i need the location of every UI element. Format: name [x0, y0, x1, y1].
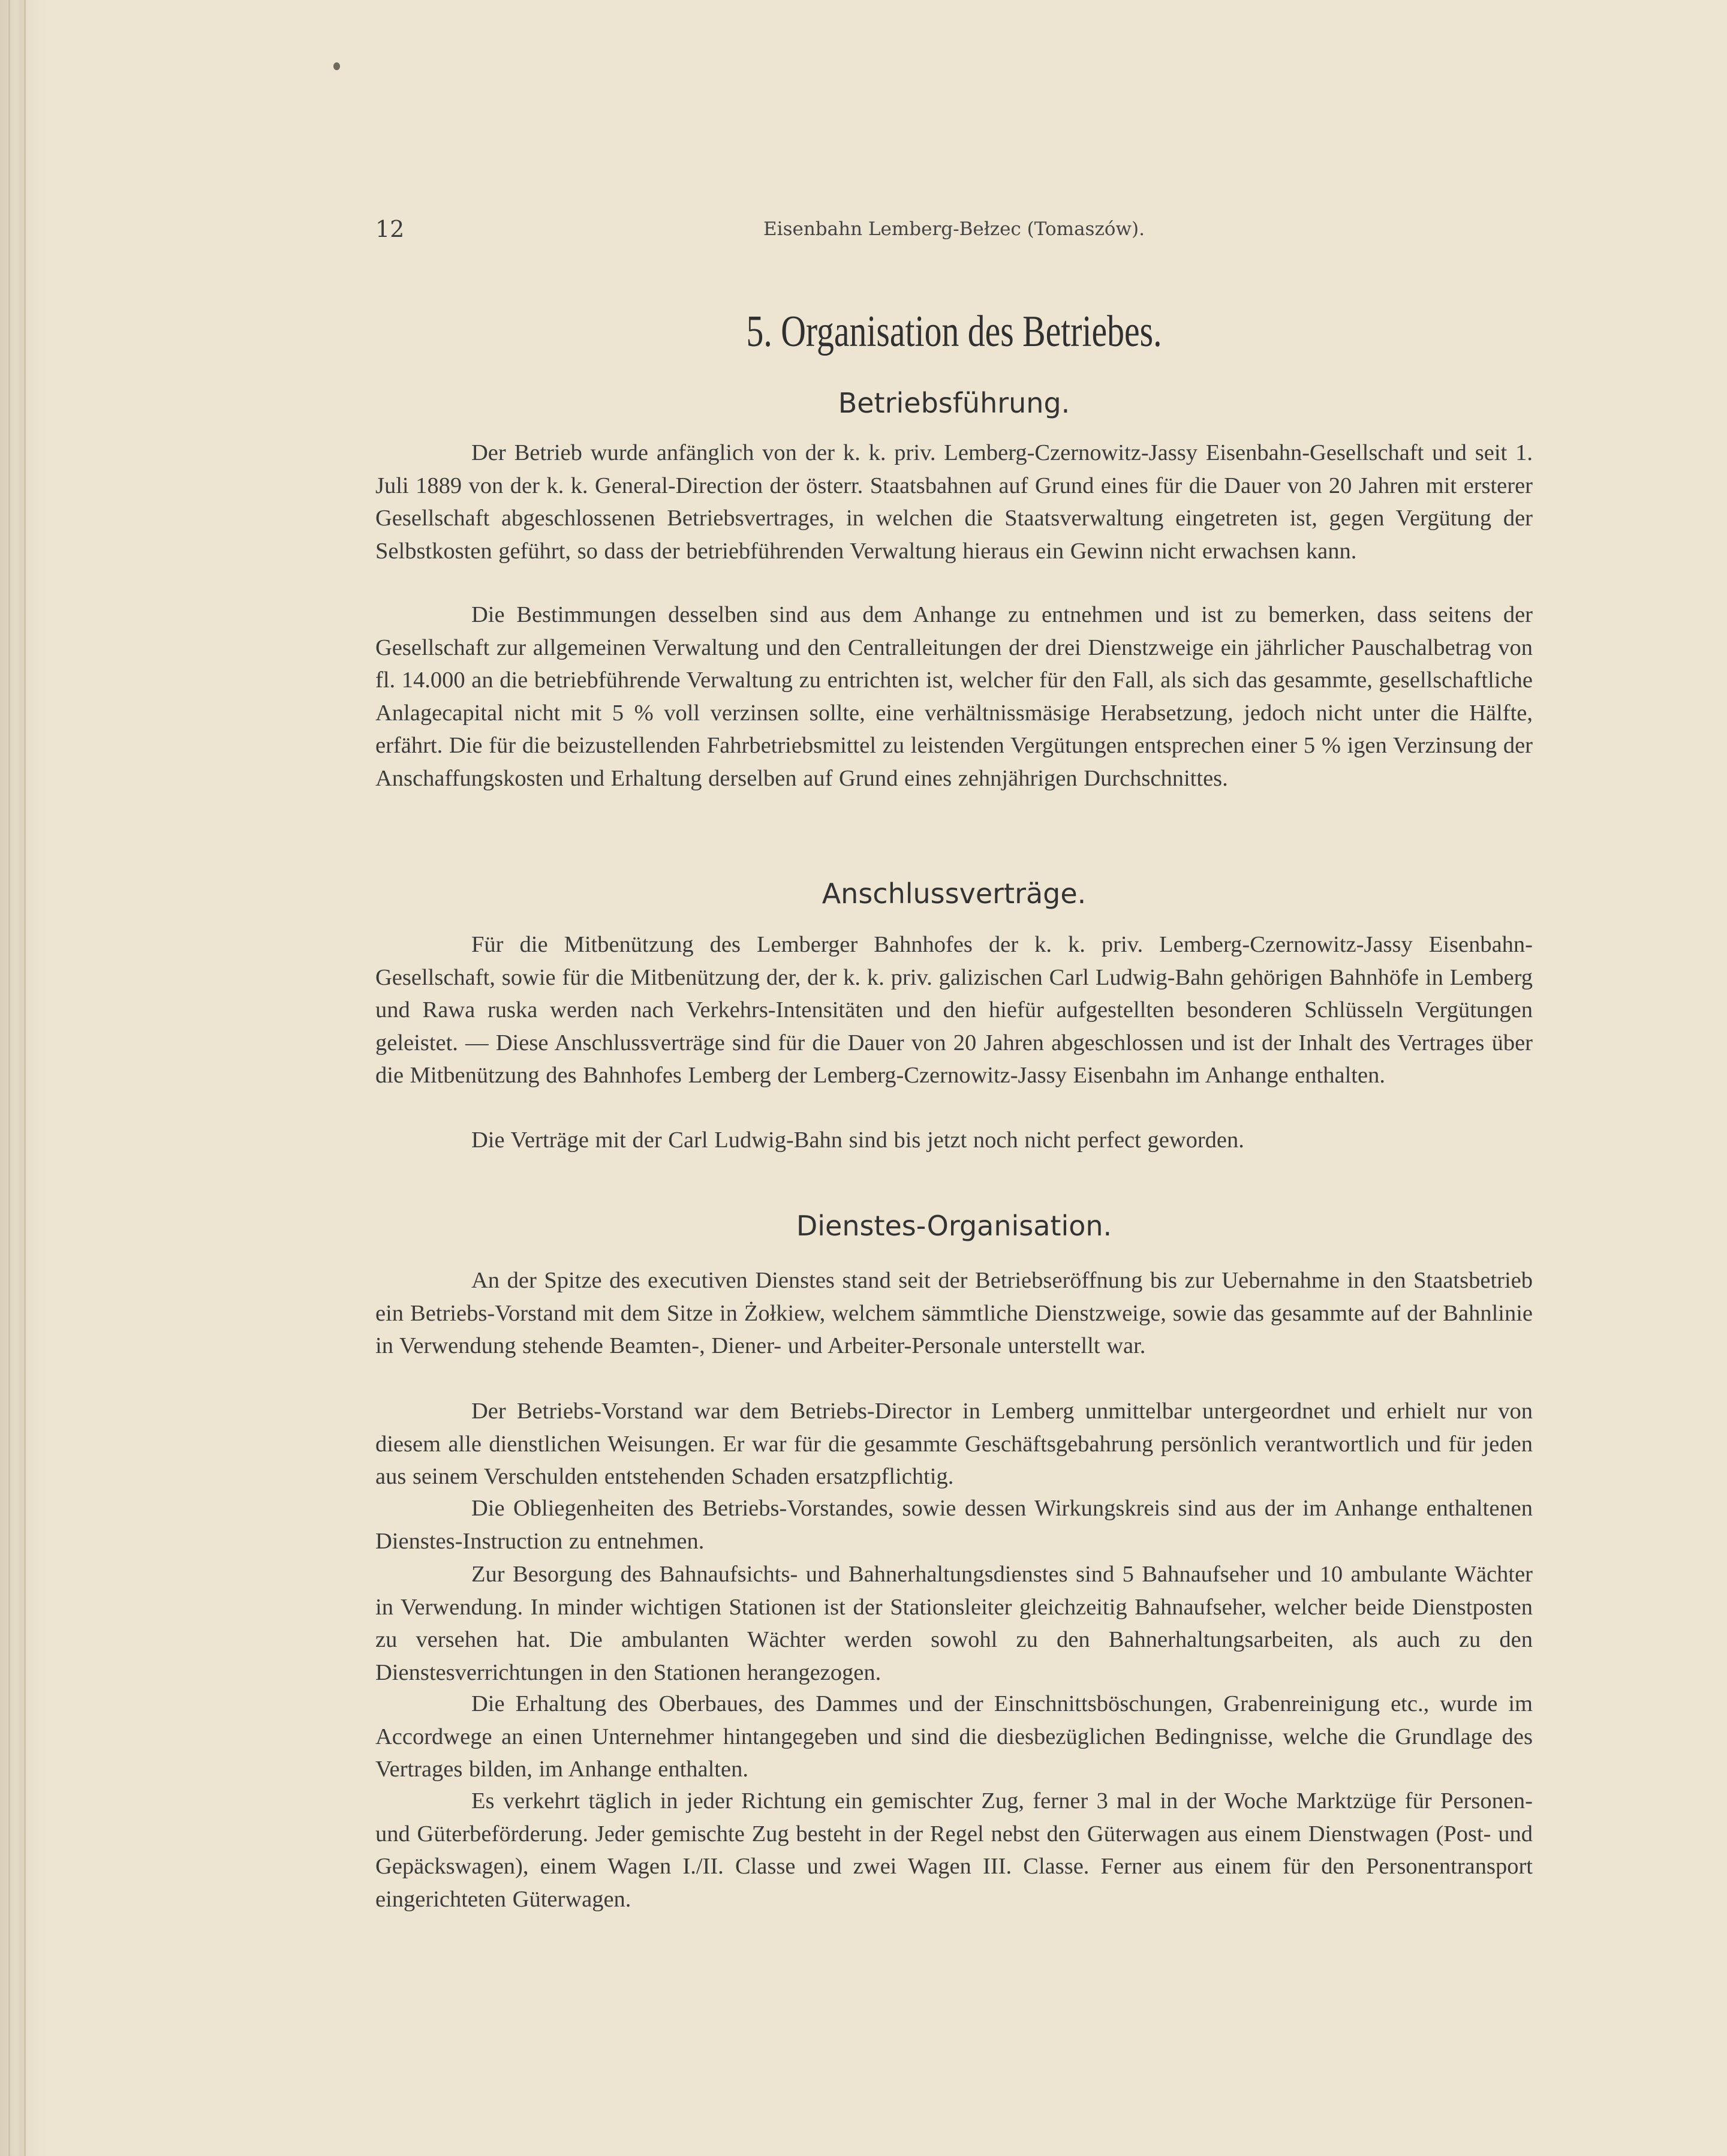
page-number: 12: [375, 216, 405, 242]
paragraph: Der Betriebs-Vorstand war dem Betriebs-Director in Lemberg unmittelbar untergeordnet und erhielt nur von diesem alle dienstlichen Weisungen. Er war für die gesammte Geschäftsgebahrung persönlich verantwortlich und für jeden aus seinem Verschulden entstehenden Schaden ersatzpflichtig.: [375, 1399, 1533, 1489]
paragraph: Die Verträge mit der Carl Ludwig-Bahn sind bis jetzt noch nicht perfect geworden.: [471, 1127, 1244, 1153]
paragraph: Zur Besorgung des Bahnaufsichts- und Bahnerhaltungsdienstes sind 5 Bahnaufseher und 10 ambulante Wächter in Verwendung. In minder wichtigen Stationen ist der Stationsleiter gleichzeitig Bahnaufseher, welcher beide Dienstposten zu versehen hat. Die ambulanten Wächter werden sowohl zu den Bahnerhaltungsarbeiten, als auch zu den Dienstesverrichtungen in den Stationen herangezogen.: [375, 1562, 1533, 1685]
page-header: [375, 211, 1533, 247]
paragraph: Die Obliegenheiten des Betriebs-Vorstandes, sowie dessen Wirkungskreis sind aus der im Anhange enthaltenen Dienstes-Instruction zu entnehmen.: [375, 1496, 1533, 1554]
section-heading: Dienstes-Organisation.: [796, 1210, 1112, 1242]
paragraph: Die Erhaltung des Oberbaues, des Dammes und der Einschnittsböschungen, Grabenreinigung etc., wurde im Accordwege an einen Unternehmer hintangegeben und sind die diesbezüglichen Bedingnisse, welche die Grundlage des Vertrages bilden, im Anhange enthalten.: [375, 1691, 1533, 1782]
section-heading: Betriebsführung.: [838, 387, 1070, 419]
paragraph: An der Spitze des executiven Dienstes stand seit der Betriebseröffnung bis zur Uebernahme in den Staatsbetrieb ein Betriebs-Vorstand mit dem Sitze in Żołkiew, welchem sämmtliche Dienstzweige, sowie das gesammte auf der Bahnlinie in Verwendung stehende Beamten-, Diener- und Arbeiter-Personale unterstellt war.: [375, 1268, 1533, 1358]
paragraph: Die Bestimmungen desselben sind aus dem Anhange zu entnehmen und ist zu bemerken, dass seitens der Gesellschaft zur allgemeinen Verwaltung und den Centralleitungen der drei Dienstzweige ein jährlicher Pauschalbetrag von fl. 14.000 an die betriebführende Verwaltung zu entrichten ist, welcher für den Fall, als sich das gesammte, gesellschaftliche Anlagecapital nicht mit 5 % voll verzinsen sollte, eine verhältnissmäsige Herabsetzung, jedoch nicht unter die Hälfte, erfährt. Die für die beizustellenden Fahrbetriebsmittel zu leistenden Vergütungen entsprechen einer 5 % igen Verzinsung der Anschaffungskosten und Erhaltung derselben auf Grund eines zehnjährigen Durchschnittes.: [375, 602, 1533, 791]
paragraph: Der Betrieb wurde anfänglich von der k. k. priv. Lemberg-Czernowitz-Jassy Eisenbahn-Gesellschaft und seit 1. Juli 1889 von der k. k. General-Direction der österr. Staatsbahnen auf Grund eines für die Dauer von 20 Jahren mit ersterer Gesellschaft abgeschlossenen Betriebsvertrages, in welchen die Staatsverwaltung eingetreten ist, gegen Vergütung der Selbstkosten geführt, so dass der betriebführenden Verwaltung hieraus ein Gewinn nicht erwachsen kann.: [375, 440, 1533, 564]
running-head: Eisenbahn Lemberg-Bełzec (Tomaszów).: [763, 218, 1145, 240]
paragraph: Für die Mitbenützung des Lemberger Bahnhofes der k. k. priv. Lemberg-Czernowitz-Jassy Eisenbahn-Gesellschaft, sowie für die Mitbenützung der, der k. k. priv. galizischen Carl Ludwig-Bahn gehörigen Bahnhöfe in Lemberg und Rawa ruska werden nach Verkehrs-Intensitäten und den hiefür aufgestellten besonderen Schlüsseln Vergütungen geleistet. — Diese Anschlussverträge sind für die Dauer von 20 Jahren abgeschlossen und ist der Inhalt des Vertrages über die Mitbenützung des Bahnhofes Lemberg der Lemberg-Czernowitz-Jassy Eisenbahn im Anhange enthalten.: [375, 932, 1533, 1088]
section-heading: Anschlussverträge.: [822, 877, 1087, 910]
paragraph: Es verkehrt täglich in jeder Richtung ein gemischter Zug, ferner 3 mal in der Woche Marktzüge für Personen- und Güterbeförderung. Jeder gemischte Zug besteht in der Regel nebst den Güterwagen aus einem Dienstwagen (Post- und Gepäckswagen), einem Wagen I./II. Classe und zwei Wagen III. Classe. Ferner aus einem für den Personentransport eingerichteten Güterwagen.: [375, 1788, 1533, 1912]
chapter-title: 5. Organisation des Betriebes.: [746, 307, 1162, 356]
